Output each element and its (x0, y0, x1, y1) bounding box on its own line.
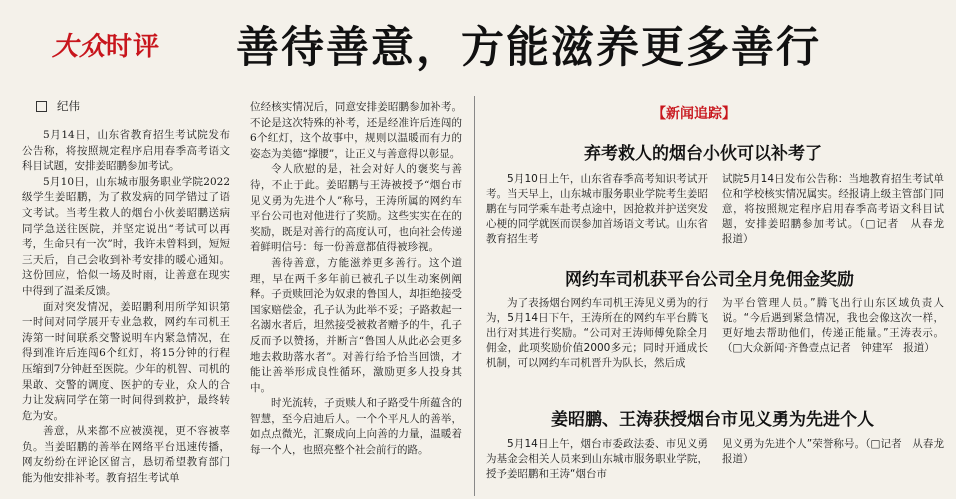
commentary-paragraph: 时光流转，子贡赎人和子路受牛所蕴含的智慧，至今启迪后人。一个个平凡人的善举，如点点微光，汇聚成向上向善的力量，温暖着每一个人，也照亮整个社会前行的路。 (250, 397, 462, 457)
commentary-paragraph: 善待善意，方能滋养更多善行。这个道理，早在两千多年前已被孔子以生动案例阐释。子贡赎回沦为奴隶的鲁国人，却拒绝接受国家赔偿金，孔子认为此举不妥；子路救起一名溺水者后，坦然接受被救者赠予的牛，孔子反而予以赞扬，并断言“鲁国人从此必会更多地去救助落水者”。对善行给予恰当回馈，才能让善举形成良性循环，激励更多人投身其中。 (250, 256, 462, 394)
news-1-column-2 (722, 172, 955, 247)
author-byline (36, 98, 80, 114)
news-paragraph: 5月14日上午，烟台市委政法委、市见义勇为基金会相关人员来到山东城市服务职业学院，授予姜昭鹏和王涛“烟台市 (486, 438, 708, 480)
news-paragraph: 为平台管理人员。”腾飞出行山东区域负责人说。“今后遇到紧急情况，我也会像这次一样，更好地去帮助他们，传递正能量。”王涛表示。（□大众新闻·齐鲁壹点记者 钟建军 报道） (722, 297, 944, 354)
author-name: 纪伟 (57, 99, 80, 113)
news-headline-2: 网约车司机获平台公司全月免佣金奖励 (565, 270, 854, 290)
commentary-column-2 (250, 100, 462, 459)
news-2-column-2 (722, 296, 944, 356)
news-paragraph: 为了表扬烟台网约车司机王涛见义勇为的行为，5月14日下午，王涛所在的网约车平台腾飞出行对其进行奖励。“公司对王涛师傅免除全月佣金，此项奖励价值2000多元；同时开通成长机制，可以网约车司机晋升为队长，然后成 (486, 297, 708, 369)
news-paragraph: 试院5月14日发布公告称：当地教育招生考试单位和学校核实情况属实。经报请上级主管部门同意，将按照规定程序启用春季高考语文科目试题，安排姜昭鹏参加考试。（□记者 从春龙 报道） (722, 173, 955, 245)
commentary-paragraph: 令人欣慰的是，社会对好人的褒奖与善待，不止于此。姜昭鹏与王涛被授予“烟台市见义勇为先进个人”称号，王涛所属的网约车平台公司也对他进行了奖励。这些实实在在的奖励，既是对善行的高度认可，也向社会传递着鲜明信号：每一份善意都值得被珍视。 (250, 163, 462, 254)
news-tracking-tag: 【新闻追踪】 (652, 106, 736, 122)
news-2-column-1 (486, 296, 708, 371)
news-headline-1: 弃考救人的烟台小伙可以补考了 (584, 144, 822, 164)
page-headline: 善待善意，方能滋养更多善行 (236, 23, 821, 73)
commentary-paragraph: 善意，从来都不应被漠视，更不容被辜负。当姜昭鹏的善举在网络平台迅速传播，网友纷纷在评论区留言，恳切希望教育部门能为他安排补考。教育招生考试单 (22, 425, 230, 485)
commentary-paragraph: 面对突发情况，姜昭鹏利用所学知识第一时间对同学展开专业急救，网约车司机王涛第一时间联系交警说明车内紧急情况，在得到准许后连闯6个红灯，将15分钟的行程压缩到7分钟赶至医院。少年的机智、司机的果敢、交警的调度、医护的专业，众人的合力让发病同学在第一时间得到救护，最终转危为安。 (22, 300, 230, 422)
brand-column-name: 时评 (106, 32, 161, 62)
news-paragraph: 见义勇为先进个人”荣誉称号。（□记者 从春龙 报道） (722, 438, 955, 465)
column-divider (474, 96, 475, 496)
page-header (0, 0, 956, 90)
commentary-paragraph: 5月14日，山东省教育招生考试院发布公告称，将按照规定程序启用春季高考语文科目试题，安排姜昭鹏参加考试。 (22, 129, 230, 173)
brand-mark: 大众 (52, 32, 107, 62)
column-brand-logo (52, 26, 160, 63)
byline-box-icon (36, 101, 47, 112)
commentary-paragraph: 5月10日，山东城市服务职业学院2022级学生姜昭鹏，为了救发病的同学错过了语文考试。当考生救人的烟台小伙姜昭鹏送病同学急送往医院，并坚定说出“考试可以再考，生命只有一次”时，我许未曾料到，短短三天后，自己会收到补考安排的暖心通知。这份回应，恰似一场及时雨，让善意在现实中得到了温柔反馈。 (22, 175, 230, 297)
news-1-column-1 (486, 172, 708, 247)
news-3-column-2 (722, 437, 955, 467)
news-3-column-1 (486, 437, 708, 482)
news-paragraph: 5月10日上午，山东省春季高考知识考试开考。当天早上，山东城市服务职业学院考生姜昭鹏在与同学乘车赴考点途中，因抢救并护送突发心梗的同学就医而误参加首场语文考试。山东省教育招生考 (486, 173, 708, 245)
commentary-paragraph: 位经核实情况后，同意安排姜昭鹏参加补考。不论是这次特殊的补考，还是经准许后连闯的6个红灯，这个故事中，规则以温暖而有力的姿态为美德“撑腰”，让正义与善意得以彰显。 (250, 101, 462, 160)
news-headline-3: 姜昭鹏、王涛获授烟台市见义勇为先进个人 (551, 410, 874, 430)
